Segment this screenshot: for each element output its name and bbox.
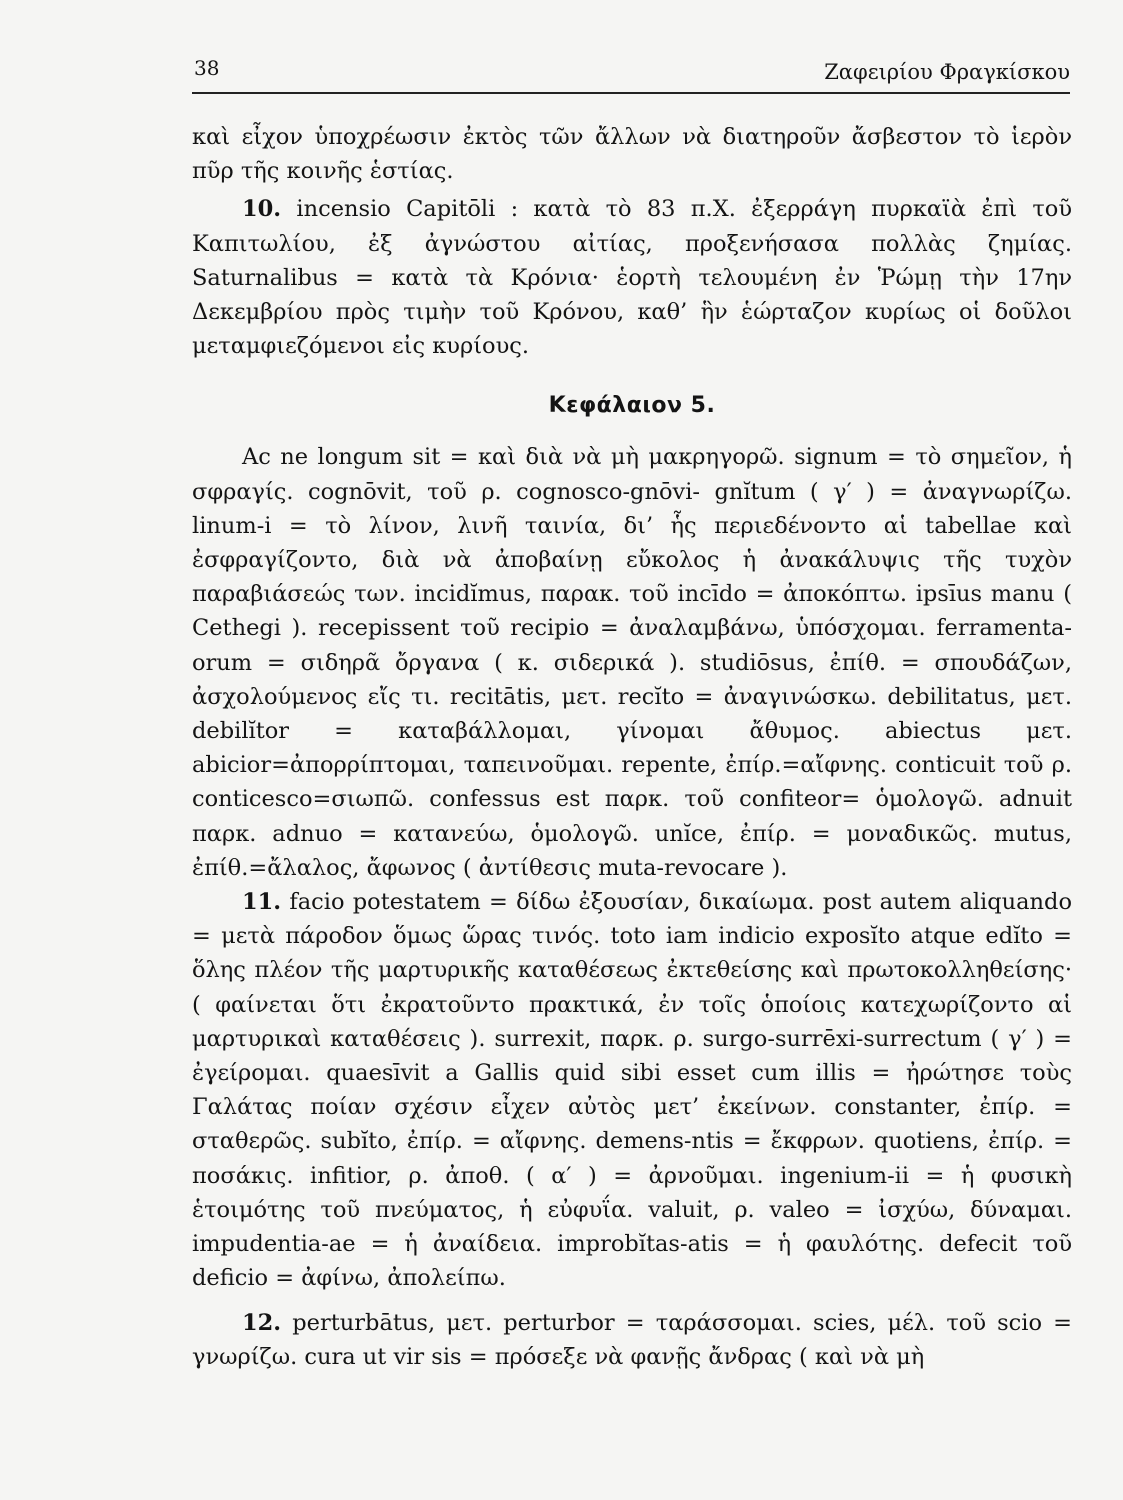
page-header xyxy=(192,52,1070,94)
paragraph-text: facio potestatem = δίδω ἐξουσίαν, δικαίωμα. post autem aliquando = μετὰ πάροδον ὅμως ὥρας τινός. toto iam indicio exposĭto atque edĭto = ὅλης πλέον τῆς μαρτυρικῆς καταθέσεως ἐκτεθείσης καὶ πρωτοκολληθείσης· ( φαίνεται ὅτι ἐκρατοῦντο πρακτικά, ἐν τοῖς ὁποίοις κατεχωρίζοντο αἱ μαρτυρικαὶ καταθέσεις ). surrexit, παρκ. ρ. surgo-surrēxi-surrectum ( γ′ ) = ἐγείρομαι. quaesīvit a Gallis quid sibi esset cum illis = ἠρώτησε τοὺς Γαλάτας ποίαν σχέσιν εἶχεν αὐτὸς μετ’ ἐκείνων. constanter, ἐπίρ. = σταθερῶς. subĭto, ἐπίρ. = αἴφνης. demens-ntis = ἔκφρων. quotiens, ἐπίρ. = ποσάκις. infitior, ρ. ἀποθ. ( α′ ) = ἀρνοῦμαι. ingenium-ii = ἡ φυσικὴ ἑτοιμότης τοῦ πνεύματος, ἡ εὐφυΐα. valuit, ρ. valeo = ἰσχύω, δύναμαι. impudentia-ae = ἡ ἀναίδεια. improbĭtas-atis = ἡ φαυλότης. defecit τοῦ deficio = ἀφίνω, ἀπολείπω. xyxy=(192,889,1072,1292)
paragraph-note-11 xyxy=(192,885,1072,1295)
paragraph-text: incensio Capitōli : κατὰ τὸ 83 π.Χ. ἐξερράγη πυρκαϊὰ ἐπὶ τοῦ Καπιτωλίου, ἐξ ἀγνώστου αἰτίας, προξενήσασα πολλὰς ζημίας. Saturnalibus = κατὰ τὰ Κρόνια· ἑορτὴ τελουμένη ἐν Ῥώμῃ τὴν 17ην Δεκεμβρίου πρὸς τιμὴν τοῦ Κρόνου, καθ’ ἣν ἑώρταζον κυρίως οἱ δοῦλοι μεταμφιεζόμενοι εἰς κυρίους. xyxy=(192,196,1072,360)
chapter-heading: Κεφάλαιον 5. xyxy=(548,393,716,419)
running-head: Ζαφειρίου Φραγκίσκου xyxy=(824,60,1070,84)
page-number: 38 xyxy=(194,56,220,80)
paragraph-chapter-5 xyxy=(192,440,1072,885)
paragraph-text: Ac ne longum sit = καὶ διὰ νὰ μὴ μακρηγορῶ. signum = τὸ σημεῖον, ἡ σφραγίς. cognōvit, τοῦ ρ. cognosco-gnōvi- gnĭtum ( γ′ ) = ἀναγνωρίζω. linum-i = τὸ λίνον, λινῆ ταινία, δι’ ἧς περιεδένοντο αἱ tabellae καὶ ἐσφραγίζοντο, διὰ νὰ ἀποβαίνῃ εὔκολος ἡ ἀνακάλυψις τῆς τυχὸν παραβιάσεώς των. incidĭmus, παρακ. τοῦ incīdo = ἀποκόπτω. ipsīus manu ( Cethegi ). recepissent τοῦ recipio = ἀναλαμβάνω, ὑπόσχομαι. ferramenta-orum = σιδηρᾶ ὄργανα ( κ. σιδερικά ). studiōsus, ἐπίθ. = σπουδάζων, ἀσχολούμενος εἴς τι. recitātis, μετ. recĭto = ἀναγινώσκω. debilitatus, μετ. debilĭtor = καταβάλλομαι, γίνομαι ἄθυμος. abiectus μετ. abicior=ἀπορρίπτομαι, ταπεινοῦμαι. repente, ἐπίρ.=αἴφνης. conticuit τοῦ ρ. conticesco=σιωπῶ. confessus est παρκ. τοῦ confiteor= ὁμολογῶ. adnuit παρκ. adnuo = κατανεύω, ὁμολογῶ. unĭce, ἐπίρ. = μοναδικῶς. mutus, ἐπίθ.=ἄλαλος, ἄφωνος ( ἀντίθεσις muta-revocare ). xyxy=(192,444,1072,881)
paragraph-continuation xyxy=(192,120,1072,188)
paragraph-text: perturbātus, μετ. perturbor = ταράσσομαι. scies, μέλ. τοῦ scio = γνωρίζω. cura ut vir sis = πρόσεξε νὰ φανῇς ἄνδρας ( καὶ νὰ μὴ xyxy=(192,1309,1072,1370)
paragraph-note-10 xyxy=(192,192,1072,363)
paragraph-note-12 xyxy=(192,1306,1072,1374)
note-number: 10. xyxy=(242,196,282,223)
note-number: 12. xyxy=(242,1309,282,1336)
note-number: 11. xyxy=(242,889,282,916)
page-body xyxy=(192,120,1072,1374)
paragraph-text: καὶ εἶχον ὑποχρέωσιν ἐκτὸς τῶν ἄλλων νὰ διατηροῦν ἄσβεστον τὸ ἱερὸν πῦρ τῆς κοινῆς ἑστίας. xyxy=(192,124,1072,185)
